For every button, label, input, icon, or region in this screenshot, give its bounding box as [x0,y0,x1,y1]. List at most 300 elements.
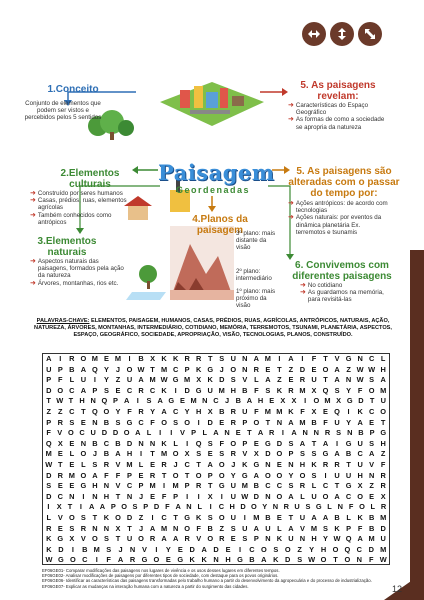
grid-cell[interactable]: D [153,502,160,512]
grid-cell[interactable]: A [213,428,219,438]
grid-cell[interactable]: R [138,385,144,395]
grid-cell[interactable]: W [379,555,387,565]
grid-cell[interactable]: T [311,438,317,448]
grid-cell[interactable]: Q [322,385,329,395]
grid-cell[interactable]: O [332,544,339,554]
grid-cell[interactable]: L [69,375,75,385]
grid-cell[interactable]: N [90,396,96,406]
grid-cell[interactable]: P [184,481,190,491]
grid-cell[interactable]: L [370,502,376,512]
grid-cell[interactable]: S [46,481,52,491]
grid-cell[interactable]: F [348,502,354,512]
grid-cell[interactable]: Z [58,406,63,416]
grid-cell[interactable]: N [172,523,179,533]
grid-cell[interactable]: Y [184,406,190,416]
grid-cell[interactable]: B [82,544,88,554]
grid-cell[interactable]: Q [101,396,108,406]
grid-cell[interactable]: S [219,449,225,459]
grid-cell[interactable]: R [322,459,329,469]
grid-cell[interactable]: I [220,491,223,501]
grid-cell[interactable]: O [218,459,225,469]
grid-cell[interactable]: A [291,428,297,438]
grid-cell[interactable]: P [346,523,352,533]
grid-cell[interactable]: I [238,544,241,554]
grid-cell[interactable]: D [46,385,52,395]
grid-cell[interactable]: O [322,364,329,374]
grid-cell[interactable]: P [253,534,259,544]
grid-cell[interactable]: H [196,406,202,416]
grid-cell[interactable]: H [380,364,386,374]
grid-cell[interactable]: A [288,523,294,533]
grid-cell[interactable]: E [311,364,317,374]
grid-cell[interactable]: D [112,428,119,438]
grid-cell[interactable]: G [264,438,271,448]
grid-cell[interactable]: U [126,534,133,544]
grid-cell[interactable]: X [207,406,213,416]
grid-cell[interactable]: X [56,502,62,512]
grid-cell[interactable]: A [80,364,87,374]
grid-cell[interactable]: D [276,438,283,448]
grid-cell[interactable]: A [334,375,340,385]
grid-cell[interactable]: E [230,534,236,544]
grid-cell[interactable]: A [253,354,259,363]
grid-cell[interactable]: R [161,459,167,469]
grid-cell[interactable]: S [69,417,75,427]
grid-cell[interactable]: N [224,428,230,438]
grid-cell[interactable]: V [179,428,185,438]
grid-cell[interactable]: E [207,449,213,459]
grid-cell[interactable]: U [380,534,386,544]
grid-cell[interactable]: R [80,523,87,533]
grid-cell[interactable]: O [207,534,214,544]
grid-cell[interactable]: C [69,385,75,395]
grid-cell[interactable]: R [219,534,225,544]
grid-cell[interactable]: B [103,417,110,427]
grid-cell[interactable]: M [310,523,318,533]
grid-cell[interactable]: C [345,491,352,501]
grid-cell[interactable]: G [126,417,133,427]
grid-cell[interactable]: O [172,470,179,480]
grid-cell[interactable]: X [69,534,75,544]
grid-cell[interactable]: O [230,438,237,448]
grid-cell[interactable]: P [173,491,179,501]
grid-cell[interactable]: C [103,438,110,448]
grid-cell[interactable]: I [159,428,162,438]
grid-cell[interactable]: U [299,512,306,522]
grid-cell[interactable]: S [299,449,305,459]
grid-cell[interactable]: R [103,459,110,469]
grid-cell[interactable]: V [57,512,63,522]
grid-cell[interactable]: Z [346,364,351,374]
grid-cell[interactable]: Y [346,417,352,427]
grid-cell[interactable]: G [315,502,322,512]
grid-cell[interactable]: M [160,523,168,533]
grid-cell[interactable]: I [79,502,82,512]
grid-cell[interactable]: F [369,555,374,565]
grid-cell[interactable]: U [242,523,248,533]
grid-cell[interactable]: O [68,512,75,522]
grid-cell[interactable]: Q [344,544,351,554]
grid-cell[interactable]: U [46,364,52,374]
grid-cell[interactable]: P [288,449,294,459]
grid-cell[interactable]: T [173,512,178,522]
grid-cell[interactable]: O [57,385,64,395]
grid-cell[interactable]: L [197,502,203,512]
grid-cell[interactable]: F [165,502,170,512]
grid-cell[interactable]: I [197,491,200,501]
grid-cell[interactable]: A [207,459,213,469]
grid-cell[interactable]: H [79,396,85,406]
grid-cell[interactable]: I [174,385,177,395]
grid-cell[interactable]: J [138,491,144,501]
grid-cell[interactable]: U [294,502,300,512]
grid-cell[interactable]: E [288,375,294,385]
grid-cell[interactable]: X [184,449,190,459]
grid-cell[interactable]: A [261,555,267,565]
grid-cell[interactable]: T [247,428,252,438]
grid-cell[interactable]: U [357,438,363,448]
grid-cell[interactable]: I [139,449,143,459]
grid-cell[interactable]: J [92,449,97,459]
grid-cell[interactable]: C [213,396,219,406]
grid-cell[interactable]: K [46,544,52,554]
grid-cell[interactable]: D [207,417,213,427]
grid-cell[interactable]: G [380,428,387,438]
grid-cell[interactable]: B [138,354,144,363]
grid-cell[interactable]: G [184,512,191,522]
grid-cell[interactable]: C [368,354,375,363]
grid-cell[interactable]: N [288,459,294,469]
grid-cell[interactable]: V [334,354,340,363]
grid-cell[interactable]: U [242,406,248,416]
grid-cell[interactable]: M [218,385,225,395]
grid-cell[interactable]: D [184,385,190,395]
grid-cell[interactable]: R [380,502,387,512]
grid-cell[interactable]: A [201,544,207,554]
grid-cell[interactable]: C [69,406,75,416]
grid-cell[interactable]: Z [297,544,302,554]
grid-cell[interactable]: F [323,417,328,427]
grid-cell[interactable]: F [161,491,167,501]
grid-cell[interactable]: W [308,555,316,565]
grid-cell[interactable]: U [230,354,236,363]
grid-cell[interactable]: K [201,555,207,565]
grid-cell[interactable]: S [92,459,98,469]
grid-cell[interactable]: N [276,417,283,427]
grid-cell[interactable]: O [253,417,260,427]
grid-cell[interactable]: H [126,449,133,459]
grid-cell[interactable]: A [257,428,264,438]
grid-cell[interactable]: O [103,406,110,416]
grid-cell[interactable]: A [334,364,340,374]
grid-cell[interactable]: B [334,512,340,522]
grid-cell[interactable]: O [80,449,87,459]
grid-cell[interactable]: D [46,470,52,480]
grid-cell[interactable]: B [265,512,271,522]
grid-cell[interactable]: E [369,417,375,427]
grid-cell[interactable]: P [113,396,118,406]
grid-cell[interactable]: R [57,417,63,427]
grid-cell[interactable]: N [92,417,98,427]
grid-cell[interactable]: G [345,481,352,491]
grid-cell[interactable]: S [196,449,202,459]
grid-cell[interactable]: B [69,364,75,374]
grid-cell[interactable]: O [322,491,329,501]
grid-cell[interactable]: E [150,459,156,469]
grid-cell[interactable]: U [345,470,352,480]
grid-cell[interactable]: C [79,428,85,438]
grid-cell[interactable]: B [207,523,213,533]
grid-cell[interactable]: P [127,470,132,480]
grid-cell[interactable]: B [311,417,317,427]
grid-cell[interactable]: B [115,438,121,448]
grid-cell[interactable]: W [368,364,376,374]
grid-cell[interactable]: O [69,555,76,565]
grid-cell[interactable]: S [132,502,138,512]
grid-cell[interactable]: A [161,406,167,416]
grid-cell[interactable]: E [269,396,275,406]
grid-cell[interactable]: E [235,428,241,438]
grid-cell[interactable]: F [127,406,132,416]
grid-cell[interactable]: L [202,428,208,438]
grid-cell[interactable]: V [299,523,305,533]
grid-cell[interactable]: K [276,385,283,395]
grid-cell[interactable]: A [88,502,95,512]
grid-cell[interactable]: D [101,428,108,438]
grid-cell[interactable]: B [92,438,98,448]
grid-cell[interactable]: D [58,544,64,554]
grid-cell[interactable]: N [345,375,352,385]
grid-cell[interactable]: R [69,354,75,363]
grid-cell[interactable]: T [380,417,386,427]
grid-cell[interactable]: V [115,459,121,469]
grid-cell[interactable]: T [161,470,167,480]
grid-cell[interactable]: C [161,512,167,522]
grid-cell[interactable]: O [276,491,283,501]
grid-cell[interactable]: E [276,459,282,469]
grid-cell[interactable]: N [103,523,110,533]
grid-cell[interactable]: M [368,534,375,544]
grid-cell[interactable]: X [57,438,63,448]
grid-cell[interactable]: A [115,449,121,459]
grid-cell[interactable]: N [242,354,248,363]
grid-cell[interactable]: M [299,385,306,395]
grid-cell[interactable]: T [207,354,213,363]
grid-cell[interactable]: O [299,470,306,480]
grid-cell[interactable]: J [225,396,230,406]
grid-cell[interactable]: K [242,459,248,469]
grid-cell[interactable]: S [323,523,328,533]
grid-cell[interactable]: Z [138,512,144,522]
grid-cell[interactable]: X [357,481,363,491]
grid-cell[interactable]: A [299,438,306,448]
grid-cell[interactable]: O [195,470,202,480]
grid-cell[interactable]: X [280,396,286,406]
grid-cell[interactable]: D [219,375,225,385]
grid-cell[interactable]: R [57,470,63,480]
grid-cell[interactable]: O [92,534,98,544]
grid-cell[interactable]: S [369,438,375,448]
grid-cell[interactable]: C [172,406,179,416]
grid-cell[interactable]: B [253,481,259,491]
grid-cell[interactable]: N [265,491,271,501]
grid-cell[interactable]: O [184,523,191,533]
grid-cell[interactable]: M [149,375,156,385]
grid-cell[interactable]: U [90,428,96,438]
grid-cell[interactable]: S [146,396,152,406]
grid-cell[interactable]: O [276,470,283,480]
grid-cell[interactable]: U [334,470,340,480]
grid-cell[interactable]: Y [346,385,352,395]
grid-cell[interactable]: M [93,544,100,554]
grid-cell[interactable]: S [242,534,248,544]
grid-cell[interactable]: N [242,364,248,374]
grid-cell[interactable]: M [380,512,387,522]
grid-cell[interactable]: T [323,354,328,363]
grid-cell[interactable]: A [175,502,181,512]
grid-cell[interactable]: L [173,438,178,448]
grid-cell[interactable]: L [146,428,152,438]
grid-cell[interactable]: I [93,375,96,385]
grid-cell[interactable]: P [242,417,248,427]
grid-cell[interactable]: M [149,481,156,491]
grid-cell[interactable]: S [230,523,236,533]
grid-cell[interactable]: O [320,555,327,565]
grid-cell[interactable]: V [369,459,375,469]
grid-cell[interactable]: Z [369,481,374,491]
grid-cell[interactable]: E [103,354,109,363]
grid-cell[interactable]: F [104,470,109,480]
grid-cell[interactable]: M [114,354,122,363]
grid-cell[interactable]: X [150,354,156,363]
grid-cell[interactable]: Q [334,406,340,416]
grid-cell[interactable]: S [230,375,236,385]
grid-cell[interactable]: O [313,396,320,406]
grid-cell[interactable]: M [380,544,387,554]
grid-cell[interactable]: H [311,534,317,544]
grid-cell[interactable]: F [380,459,386,469]
grid-cell[interactable]: A [368,449,375,459]
grid-cell[interactable]: W [241,491,249,501]
grid-cell[interactable]: B [219,406,225,416]
grid-cell[interactable]: I [170,428,173,438]
grid-cell[interactable]: S [369,375,375,385]
grid-cell[interactable]: E [323,406,328,416]
grid-cell[interactable]: T [46,396,51,406]
grid-cell[interactable]: F [254,385,259,395]
grid-cell[interactable]: P [143,502,149,512]
grid-cell[interactable]: N [92,523,98,533]
grid-cell[interactable]: D [213,544,219,554]
grid-cell[interactable]: D [299,364,306,374]
grid-cell[interactable]: W [56,396,64,406]
grid-cell[interactable]: X [336,396,342,406]
grid-cell[interactable]: Q [45,438,52,448]
grid-cell[interactable]: I [128,354,131,363]
grid-cell[interactable]: T [184,470,190,480]
grid-cell[interactable]: L [277,523,282,533]
grid-cell[interactable]: I [163,481,166,491]
grid-cell[interactable]: E [253,438,259,448]
grid-cell[interactable]: E [265,364,271,374]
grid-cell[interactable]: E [177,544,183,554]
grid-cell[interactable]: T [127,523,132,533]
grid-cell[interactable]: C [249,544,255,554]
grid-cell[interactable]: G [80,481,87,491]
grid-cell[interactable]: G [218,481,225,491]
grid-cell[interactable]: R [138,406,144,416]
grid-cell[interactable]: A [117,555,124,565]
grid-cell[interactable]: K [273,555,279,565]
grid-cell[interactable]: W [45,555,53,565]
grid-cell[interactable]: I [336,438,339,448]
grid-cell[interactable]: N [202,396,208,406]
grid-cell[interactable]: K [334,523,340,533]
grid-cell[interactable]: A [124,396,130,406]
grid-cell[interactable]: S [69,523,75,533]
grid-cell[interactable]: A [253,470,259,480]
grid-cell[interactable]: X [380,491,386,501]
grid-cell[interactable]: Q [92,406,98,416]
grid-cell[interactable]: N [337,502,344,512]
grid-cell[interactable]: T [58,459,63,469]
grid-cell[interactable]: D [126,438,133,448]
grid-cell[interactable]: W [333,534,341,544]
grid-cell[interactable]: X [207,491,213,501]
grid-cell[interactable]: H [225,555,231,565]
grid-cell[interactable]: O [121,502,127,512]
grid-cell[interactable]: H [257,396,264,406]
grid-cell[interactable]: N [149,438,156,448]
grid-cell[interactable]: I [347,406,350,416]
grid-cell[interactable]: X [291,396,297,406]
grid-cell[interactable]: M [299,417,306,427]
grid-cell[interactable]: Y [150,406,156,416]
grid-cell[interactable]: A [157,396,163,406]
grid-cell[interactable]: A [334,449,340,459]
grid-cell[interactable]: L [346,512,351,522]
grid-cell[interactable]: S [219,354,225,363]
grid-cell[interactable]: C [368,406,375,416]
grid-cell[interactable]: A [334,491,340,501]
grid-cell[interactable]: R [299,375,306,385]
grid-cell[interactable]: G [345,438,352,448]
grid-cell[interactable]: M [45,449,52,459]
grid-cell[interactable]: D [46,491,52,501]
grid-cell[interactable]: K [288,406,294,416]
grid-cell[interactable]: S [273,544,279,554]
grid-cell[interactable]: A [92,470,98,480]
grid-cell[interactable]: L [138,459,144,469]
grid-cell[interactable]: I [324,470,327,480]
grid-cell[interactable]: P [57,364,63,374]
grid-cell[interactable]: U [207,385,213,395]
grid-cell[interactable]: J [219,364,224,374]
grid-cell[interactable]: P [92,385,98,395]
grid-cell[interactable]: O [230,364,237,374]
grid-cell[interactable]: O [123,428,130,438]
grid-cell[interactable]: I [136,396,139,406]
grid-cell[interactable]: S [207,512,213,522]
grid-cell[interactable]: W [356,375,364,385]
grid-cell[interactable]: N [368,470,375,480]
grid-cell[interactable]: N [357,354,363,363]
grid-cell[interactable]: W [160,375,168,385]
grid-cell[interactable]: C [57,491,63,501]
grid-cell[interactable]: S [305,502,311,512]
grid-cell[interactable]: E [165,555,171,565]
grid-cell[interactable]: L [69,449,75,459]
